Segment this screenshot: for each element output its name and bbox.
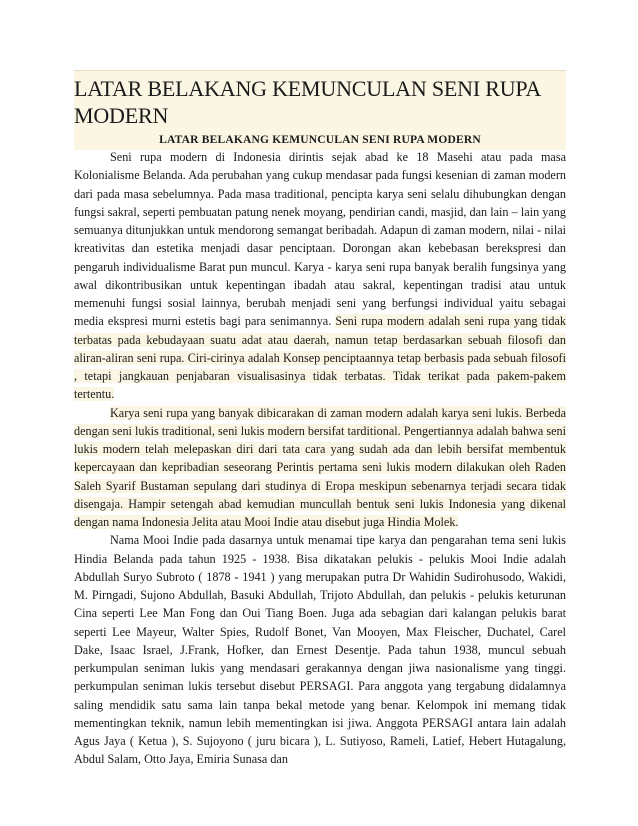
- title-block: [74, 70, 566, 150]
- paragraph-1-text: Seni rupa modern di Indonesia dirintis sejak abad ke 18 Masehi atau pada masa Kolonialisme Belanda. Ada perubahan yang cukup mendasar pada fungsi kesenian di zaman modern dari pada masa sebelumnya. Pada masa traditional, pencipta karya seni selalu dihubungkan dengan fungsi sakral, seperti pembuatan patung nenek moyang, pendirian candi, masjid, dan lain – lain yang semuanya ditunjukkan untuk mendorong semangat beribadah. Adapun di zaman modern, nilai - nilai kreativitas dan estetika menjadi dasar penciptaan. Dorongan akan kebebasan berekspresi dan pengaruh individualisme Barat pun muncul. Karya - karya seni rupa banyak beralih fungsinya yang awal dikontribusikan untuk kepentingan ibadah atau sakral, kepentingan tradisi atau untuk memenuhi fungsi sosial lainnya, berubah menjadi seni yang berfungsi individual yaitu sebagai media ekspresi murni estetis bagi para senimannya.: [74, 150, 566, 329]
- highlighted-definition: Seni rupa modern adalah seni rupa yang tidak terbatas pada kebudayaan suatu adat atau daerah, namun tetap berdasarkan sebuah filosofi dan aliran-aliran seni rupa. Ciri-cirinya adalah Konsep penciptaannya tetap berbasis pada sebuah filosofi , tetapi jangkauan penjabaran visualisasinya tidak terbatas. Tidak terikat pada pakem-pakem tertentu.: [74, 314, 567, 402]
- paragraph-2-text: Karya seni rupa yang banyak dibicarakan di zaman modern adalah karya seni lukis. Berbeda dengan seni lukis traditional, seni lukis modern bersifat tarditional. Pengertiannya adalah bahwa seni lukis modern telah melepaskan diri dari tata cara yang sudah ada dan lebih bersifat membentuk kepercayaan dan kepribadian seseorang Perintis pertama seni lukis modern dilakukan oleh Raden Saleh Syarif Bustaman sepulang dari studinya di Eropa meskipun sebenarnya terjadi secara tidak disengaja. Hampir setengah abad kemudian muncullah bentuk seni lukis Indonesia yang dikenal dengan nama Indonesia Jelita atau Mooi Indie atau disebut juga Hindia Molek.: [74, 405, 566, 529]
- paragraph-1: [74, 148, 566, 404]
- paragraph-3-text: Nama Mooi Indie pada dasarnya untuk menamai tipe karya dan pengarahan tema seni lukis Hindia Belanda pada tahun 1925 - 1938. Bisa dikatakan pelukis - pelukis Mooi Indie adalah Abdullah Suryo Subroto ( 1878 - 1941 ) yang merupakan putra Dr Wahidin Sudirohusodo, Wakidi, M. Pirngadi, Sujono Abdullah, Basuki Abdullah, Trijoto Abdullah, dan pelukis - pelukis keturunan Cina seperti Lee Man Fong dan Oui Tiang Boen. Juga ada sebagian dari kalangan pelukis barat seperti Lee Mayeur, Walter Spies, Rudolf Bonet, Van Mooyen, Max Fleischer, Duchatel, Carel Dake, Isaac Israel, J.Frank, Hofker, dan Ernest Desentje. Pada tahun 1938, muncul sebuah perkumpulan seniman lukis yang mendasari gerakannya dengan jiwa nasionalisme yang tinggi. perkumpulan seniman lukis tersebut disebut PERSAGI. Para anggota yang tergabung didalamnya saling mendidik satu sama lain tanpa bekal metode yang benar. Kelompok ini memang tidak mementingkan teknik, namun lebih mementingkan isi jiwa. Anggota PERSAGI antara lain adalah Agus Jaya ( Ketua ), S. Sujoyono ( juru bicara ), L. Sutiyoso, Rameli, Latief, Hebert Hutagalung, Abdul Salam, Otto Jaya, Emiria Sunasa dan: [74, 533, 566, 767]
- paragraph-3: [74, 531, 566, 768]
- page-title: LATAR BELAKANG KEMUNCULAN SENI RUPA MODERN: [74, 76, 540, 128]
- section-heading: LATAR BELAKANG KEMUNCULAN SENI RUPA MODERN: [159, 134, 481, 146]
- paragraph-2: [74, 404, 566, 532]
- article-body: [74, 148, 566, 769]
